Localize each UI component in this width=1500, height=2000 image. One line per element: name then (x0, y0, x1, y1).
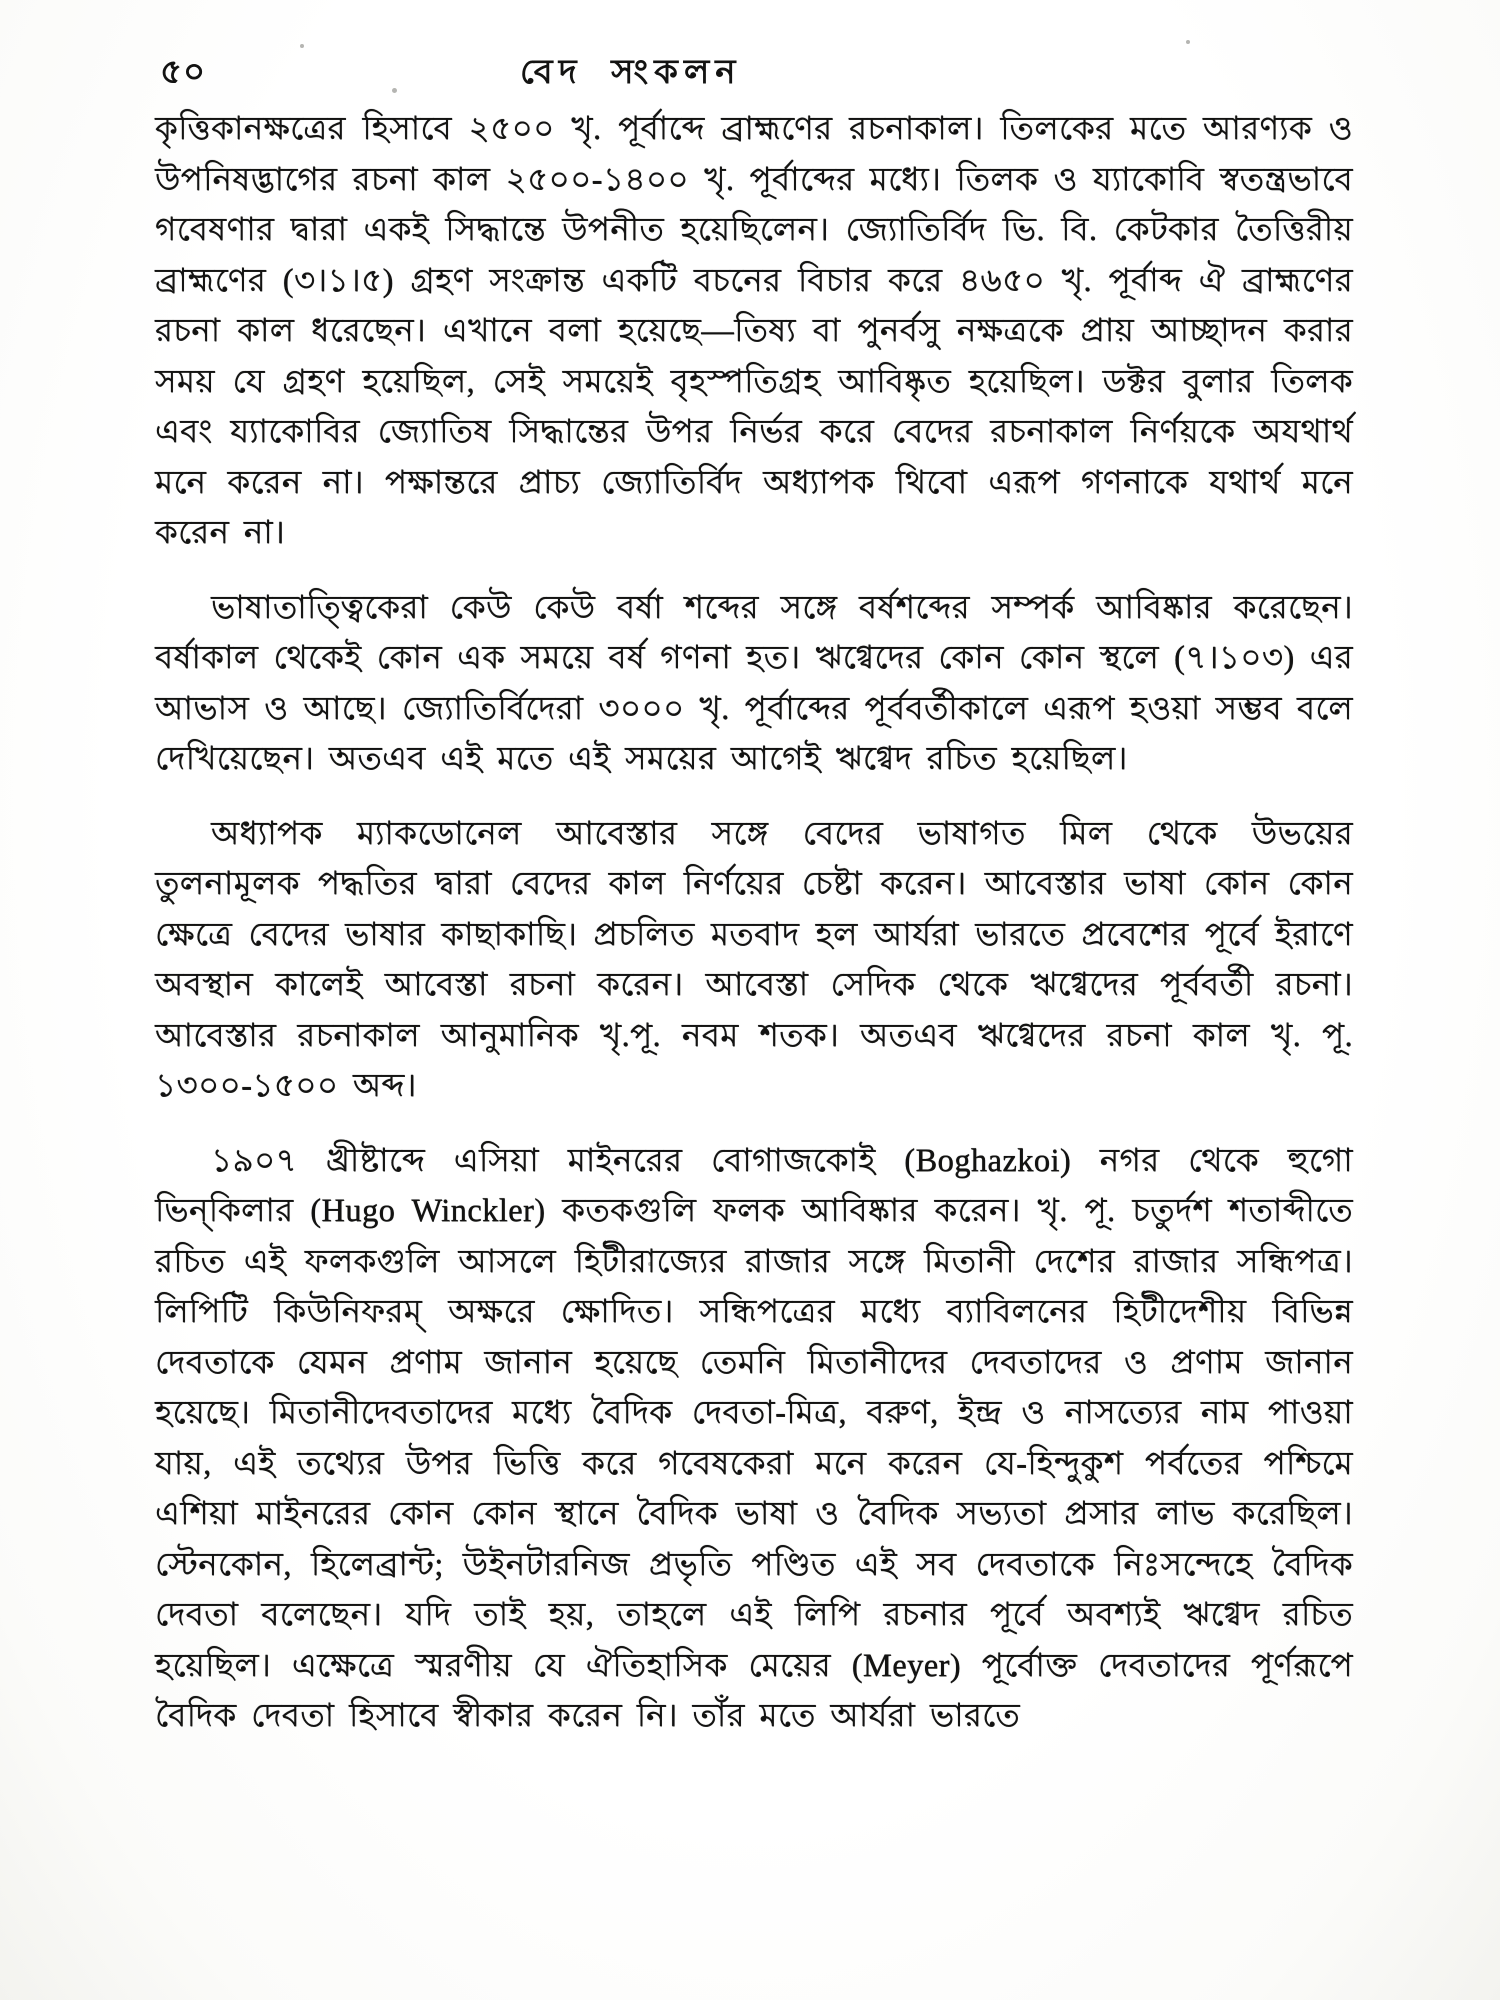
running-head (155, 46, 1350, 90)
book-title: বেদ সংকলন (520, 54, 742, 91)
paragraph-brahmana-dating: কৃত্তিকানক্ষত্রের হিসাবে ২৫০০ খৃ. পূর্বাব্দে ব্রাহ্মণের রচনাকাল। তিলকের মতে আরণ্যক ও উপনিষদ্ভাগের রচনা কাল ২৫০০-১৪০০ খৃ. পূর্বাব্দের মধ্যে। তিলক ও য্যাকোবি স্বতন্ত্রভাবে গবেষণার দ্বারা একই সিদ্ধান্তে উপনীত হয়েছিলেন। জ্যোতির্বিদ ভি. বি. কেটকার তৈত্তিরীয় ব্রাহ্মণের (৩।১।৫) গ্রহণ সংক্রান্ত একটি বচনের বিচার করে ৪৬৫০ খৃ. পূর্বাব্দ ঐ ব্রাহ্মণের রচনা কাল ধরেছেন। এখানে বলা হয়েছে—তিষ্য বা পুনর্বসু নক্ষত্রকে প্রায় আচ্ছাদন করার সময় যে গ্রহণ হয়েছিল, সেই সময়েই বৃহস্পতিগ্রহ আবিষ্কৃত হয়েছিল। ডক্টর বুলার তিলক এবং য্যাকোবির জ্যোতিষ সিদ্ধান্তের উপর নির্ভর করে বেদের রচনাকাল নির্ণয়কে অযথার্থ মনে করেন না। পক্ষান্তরে প্রাচ্য জ্যোতির্বিদ অধ্যাপক থিবো এরূপ গণনাকে যথার্থ মনে করেন না। (155, 111, 1353, 551)
scan-speck (1186, 40, 1190, 44)
page-body-text (155, 104, 1353, 1766)
paragraph-boghazkoi-tablets: ১৯০৭ খ্রীষ্টাব্দে এসিয়া মাইনরের বোগাজকোই (Boghazkoi) নগর থেকে হুগো ভিন্‌কিলার (Hugo Winckler) কতকগুলি ফলক আবিষ্কার করেন। খৃ. পূ. চতুর্দশ শতাব্দীতে রচিত এই ফলকগুলি আসলে হিটীরাজ্যের রাজার সঙ্গে মিতানী দেশের রাজার সন্ধিপত্র। লিপিটি কিউনিফরম্‌ অক্ষরে ক্ষোদিত। সন্ধিপত্রের মধ্যে ব্যাবিলনের হিটীদেশীয় বিভিন্ন দেবতাকে যেমন প্রণাম জানান হয়েছে তেমনি মিতানীদের দেবতাদের ও প্রণাম জানান হয়েছে। মিতানীদেবতাদের মধ্যে বৈদিক দেবতা-মিত্র, বরুণ, ইন্দ্র ও নাসত্যের নাম পাওয়া যায়, এই তথ্যের উপর ভিত্তি করে গবেষকেরা মনে করেন যে-হিন্দুকুশ পর্বতের পশ্চিমে এশিয়া মাইনরের কোন কোন স্থানে বৈদিক ভাষা ও বৈদিক সভ্যতা প্রসার লাভ করেছিল। স্টেনকোন, হিলেব্রান্ট; উইনটারনিজ প্রভৃতি পণ্ডিত এই সব দেবতাকে নিঃসন্দেহে বৈদিক দেবতা বলেছেন। যদি তাই হয়, তাহলে এই লিপি রচনার পূর্বে অবশ্যই ঋগ্বেদ রচিত হয়েছিল। এক্ষেত্রে স্মরণীয় যে ঐতিহাসিক মেয়ের (Meyer) পূর্বোক্ত দেবতাদের পূর্ণরূপে বৈদিক দেবতা হিসাবে স্বীকার করেন নি। তাঁর মতে আর্যরা ভারতে (155, 1142, 1353, 1734)
page-number: ৫০ (160, 54, 207, 91)
paragraph-avesta-comparison: অধ্যাপক ম্যাকডোনেল আবেস্তার সঙ্গে বেদের ভাষাগত মিল থেকে উভয়ের তুলনামূলক পদ্ধতির দ্বারা বেদের কাল নির্ণয়ের চেষ্টা করেন। আবেস্তার ভাষা কোন কোন ক্ষেত্রে বেদের ভাষার কাছাকাছি। প্রচলিত মতবাদ হল আর্যরা ভারতে প্রবেশের পূর্বে ইরাণে অবস্থান কালেই আবেস্তা রচনা করেন। আবেস্তা সেদিক থেকে ঋগ্বেদের পূর্ববর্তী রচনা। আবেস্তার রচনাকাল আনুমানিক খৃ.পূ. নবম শতক। অতএব ঋগ্বেদের রচনা কাল খৃ. পূ. ১৩০০-১৫০০ অব্দ। (155, 815, 1353, 1104)
paragraph-varsha-linguists: ভাষাতাত্ত্বিকেরা কেউ কেউ বর্ষা শব্দের সঙ্গে বর্ষশব্দের সম্পর্ক আবিষ্কার করেছেন। বর্ষাকাল থেকেই কোন এক সময়ে বর্ষ গণনা হত। ঋগ্বেদের কোন কোন স্থলে (৭।১০৩) এর আভাস ও আছে। জ্যোতির্বিদেরা ৩০০০ খৃ. পূর্বাব্দের পূর্ববর্তীকালে এরূপ হওয়া সম্ভব বলে দেখিয়েছেন। অতএব এই মতে এই সময়ের আগেই ঋগ্বেদ রচিত হয়েছিল। (155, 589, 1353, 777)
